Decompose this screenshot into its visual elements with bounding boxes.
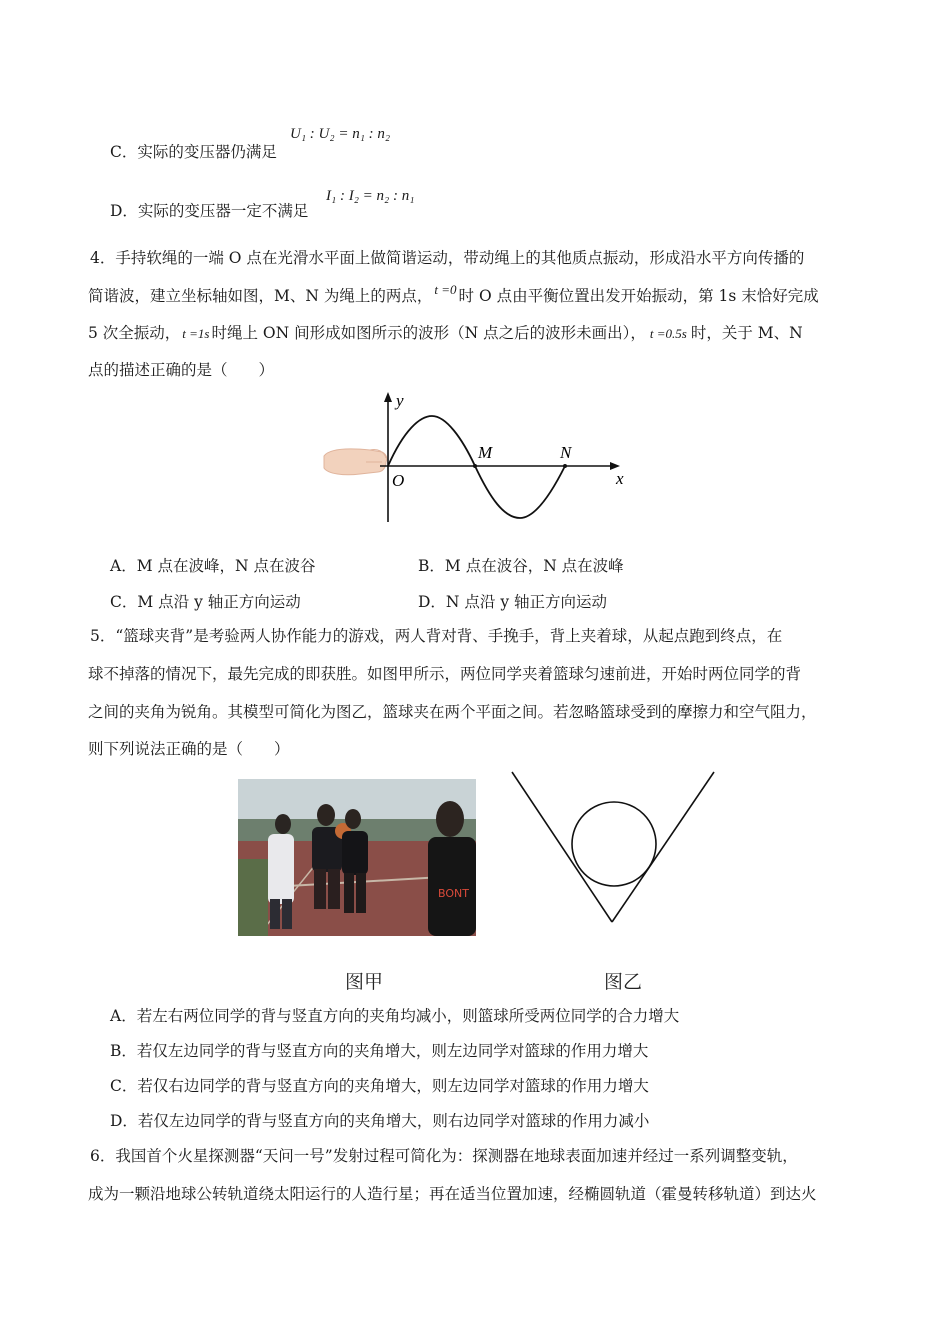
q5-stem-line1: 5．“篮球夹背”是考验两人协作能力的游戏，两人背对背、手挽手，背上夹着球，从起点跑到终点，在	[90, 627, 783, 645]
q5-stem-line2: 球不掉落的情况下，最先完成的即获胜。如图甲所示，两位同学夹着篮球匀速前进，开始时两位同学的背	[88, 665, 802, 683]
q4-stem-line3	[88, 323, 803, 344]
q3-option-c-formula: U₁ : U₂ = n₁ : n₂	[290, 126, 391, 142]
q4-option-c: C．M 点沿 y 轴正方向运动	[110, 593, 301, 611]
q3-option-d-text: D．实际的变压器一定不满足	[110, 202, 309, 220]
q4-stem-line1: 4．手持软绳的一端 O 点在光滑水平面上做简谐运动，带动绳上的其他质点振动，形成沿水平方向传播的	[90, 249, 805, 267]
y-axis-label: y	[396, 391, 404, 410]
point-n	[563, 464, 567, 468]
caption-figure-jia: 图甲	[345, 971, 384, 993]
svg-text:BONT: BONT	[438, 887, 469, 900]
q3-option-d	[110, 201, 308, 221]
q4-line3-text-c: 时，关于 M、N	[690, 324, 803, 342]
q4-t0: t =0	[434, 282, 457, 297]
q6-stem-line2: 成为一颗沿地球公转轨道绕太阳运行的人造行星；再在适当位置加速，经椭圆轨道（霍曼转移轨道）到达火	[88, 1185, 817, 1203]
right-plane	[612, 772, 714, 922]
origin-label: O	[392, 471, 405, 490]
q4-line2-text-b: 时 O 点由平衡位置出发开始振动，第 1s 末恰好完成	[458, 287, 819, 305]
q4-t05: t =0.5s	[649, 326, 687, 341]
q5-option-d: D．若仅左边同学的背与竖直方向的夹角增大，则右边同学对篮球的作用力减小	[110, 1112, 650, 1130]
point-m	[473, 464, 477, 468]
q4-stem-line2	[88, 282, 819, 307]
n-label: N	[560, 443, 572, 462]
q3-option-c-text: C．实际的变压器仍满足	[110, 143, 277, 161]
y-axis-arrow	[384, 392, 392, 402]
q5-option-b: B．若仅左边同学的背与竖直方向的夹角增大，则左边同学对篮球的作用力增大	[110, 1042, 649, 1060]
v-plane-ball-diagram	[508, 768, 720, 928]
q5-option-a: A．若左右两位同学的背与竖直方向的夹角均减小，则篮球所受两位同学的合力增大	[110, 1007, 680, 1025]
q4-stem-line4: 点的描述正确的是（ ）	[88, 361, 275, 379]
m-label: M	[478, 443, 493, 462]
left-plane	[512, 772, 612, 922]
basketball-game-photo	[238, 779, 476, 936]
q6-stem-line1: 6．我国首个火星探测器“天问一号”发射过程可简化为：探测器在地球表面加速并经过一系列调整变轨，	[90, 1147, 798, 1165]
q3-option-d-formula: I₁ : I₂ = n₂ : n₁	[326, 188, 415, 204]
q4-option-b: B．M 点在波谷，N 点在波峰	[418, 557, 624, 575]
q4-line3-text-a: 5 次全振动，	[88, 324, 181, 342]
x-axis-label: x	[616, 469, 624, 488]
q4-option-d: D．N 点沿 y 轴正方向运动	[418, 593, 608, 611]
q4-t1: t =1s	[182, 326, 210, 341]
q4-line3-text-b: 时绳上 ON 间形成如图所示的波形（N 点之后的波形未画出），	[211, 324, 646, 342]
q4-line2-text-a: 简谐波，建立坐标轴如图，M、N 为绳上的两点，	[88, 287, 433, 305]
q5-stem-line3: 之间的夹角为锐角。其模型可简化为图乙，篮球夹在两个平面之间。若忽略篮球受到的摩擦力和空气阻力，	[88, 703, 817, 721]
hand-illustration	[324, 449, 387, 475]
q4-wave-figure	[320, 388, 640, 528]
q4-option-a: A．M 点在波峰，N 点在波谷	[110, 557, 316, 575]
q3-option-c	[110, 142, 277, 162]
q5-stem-line4: 则下列说法正确的是（ ）	[88, 740, 290, 758]
basketball-circle	[572, 802, 656, 886]
q5-option-c: C．若仅右边同学的背与竖直方向的夹角增大，则左边同学对篮球的作用力增大	[110, 1077, 649, 1095]
caption-figure-yi: 图乙	[604, 971, 643, 993]
